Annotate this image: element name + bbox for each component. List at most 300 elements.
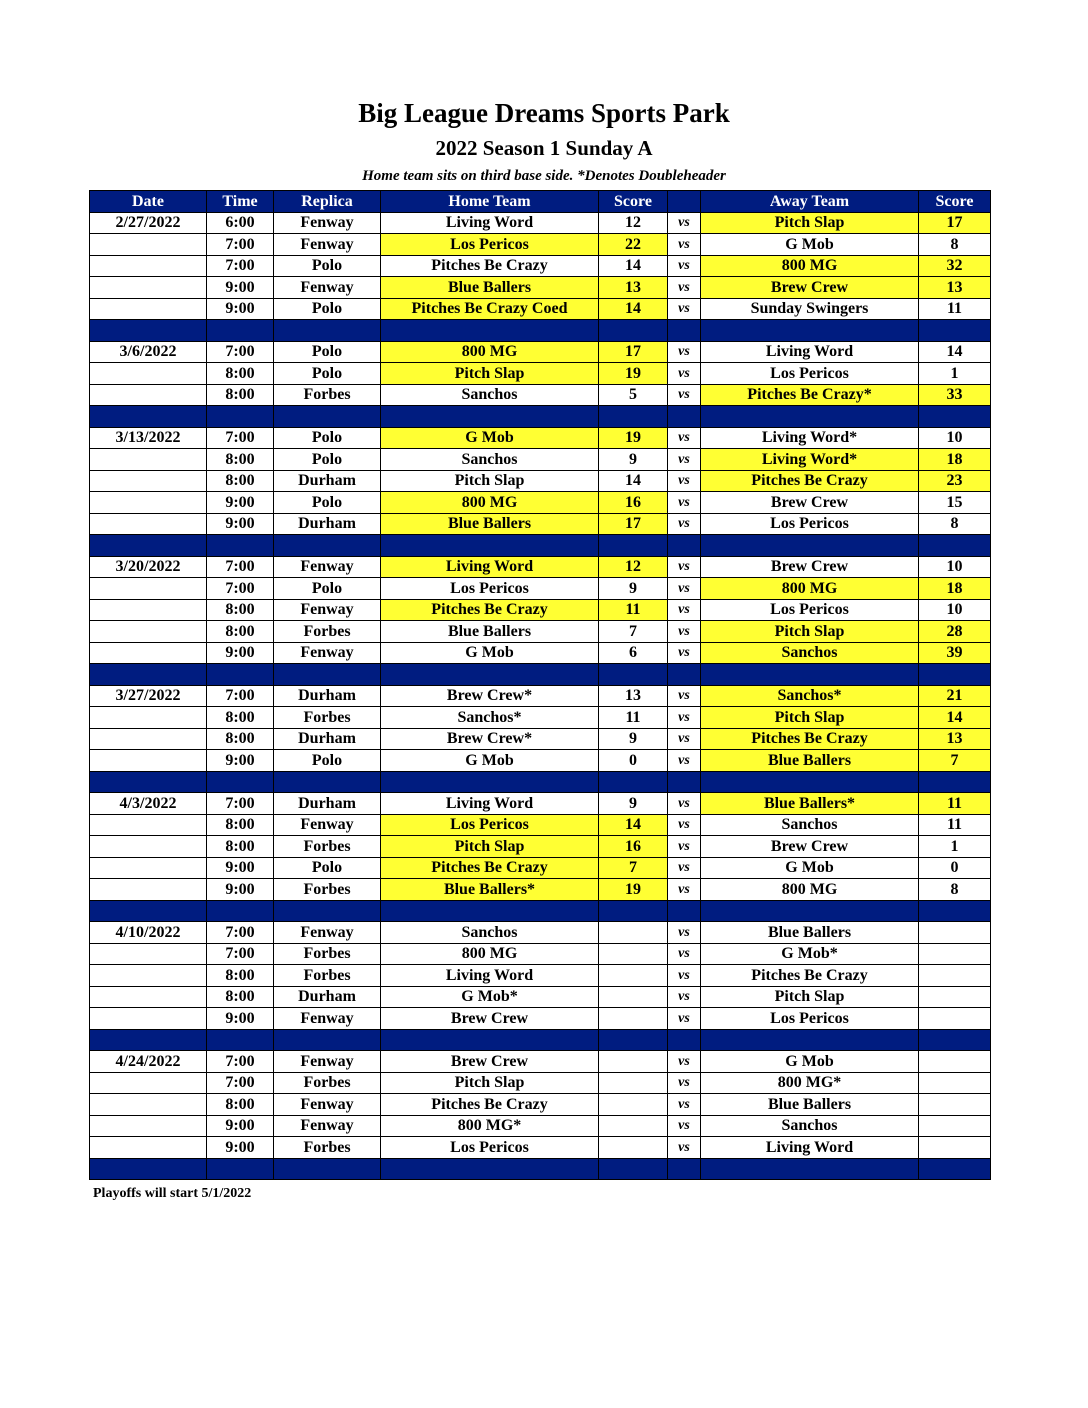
table-row bbox=[90, 685, 991, 707]
vs-cell: vs bbox=[668, 685, 701, 707]
replica-cell: Fenway bbox=[274, 234, 381, 256]
separator-cell bbox=[381, 320, 599, 342]
away-score-cell: 13 bbox=[919, 728, 991, 750]
group-separator-row bbox=[90, 1029, 991, 1051]
separator-cell bbox=[381, 535, 599, 557]
group-separator-row bbox=[90, 771, 991, 793]
home-score-cell: 12 bbox=[599, 212, 668, 234]
away-score-cell: 21 bbox=[919, 685, 991, 707]
replica-cell: Forbes bbox=[274, 879, 381, 901]
home-score-cell bbox=[599, 1094, 668, 1116]
vs-cell: vs bbox=[668, 943, 701, 965]
away-team-cell: Blue Ballers bbox=[701, 922, 919, 944]
vs-cell: vs bbox=[668, 621, 701, 643]
separator-cell bbox=[599, 900, 668, 922]
home-team-cell: Los Pericos bbox=[381, 1137, 599, 1159]
date-cell bbox=[90, 879, 207, 901]
away-team-cell: Living Word bbox=[701, 341, 919, 363]
home-score-cell: 16 bbox=[599, 492, 668, 514]
home-team-cell: Brew Crew* bbox=[381, 685, 599, 707]
table-row bbox=[90, 277, 991, 299]
home-team-cell: Pitches Be Crazy bbox=[381, 857, 599, 879]
time-cell: 8:00 bbox=[207, 707, 274, 729]
time-cell: 8:00 bbox=[207, 621, 274, 643]
home-team-cell: Blue Ballers bbox=[381, 277, 599, 299]
vs-cell: vs bbox=[668, 341, 701, 363]
vs-cell: vs bbox=[668, 836, 701, 858]
replica-cell: Durham bbox=[274, 685, 381, 707]
home-team-cell: Los Pericos bbox=[381, 814, 599, 836]
separator-cell bbox=[668, 900, 701, 922]
separator-cell bbox=[90, 406, 207, 428]
home-score-cell: 7 bbox=[599, 857, 668, 879]
replica-cell: Polo bbox=[274, 449, 381, 471]
time-cell: 7:00 bbox=[207, 578, 274, 600]
away-team-cell: Sanchos bbox=[701, 642, 919, 664]
column-header-home-score: Score bbox=[599, 191, 668, 213]
home-score-cell: 0 bbox=[599, 750, 668, 772]
table-row bbox=[90, 922, 991, 944]
away-score-cell: 33 bbox=[919, 384, 991, 406]
separator-cell bbox=[90, 1029, 207, 1051]
away-team-cell: G Mob bbox=[701, 234, 919, 256]
time-cell: 8:00 bbox=[207, 363, 274, 385]
away-score-cell bbox=[919, 1072, 991, 1094]
away-score-cell bbox=[919, 1115, 991, 1137]
table-row bbox=[90, 1115, 991, 1137]
home-score-cell bbox=[599, 1051, 668, 1073]
time-cell: 6:00 bbox=[207, 212, 274, 234]
away-score-cell: 11 bbox=[919, 793, 991, 815]
away-score-cell bbox=[919, 922, 991, 944]
time-cell: 9:00 bbox=[207, 298, 274, 320]
home-score-cell bbox=[599, 1115, 668, 1137]
away-team-cell: G Mob bbox=[701, 857, 919, 879]
away-team-cell: Living Word* bbox=[701, 449, 919, 471]
replica-cell: Forbes bbox=[274, 384, 381, 406]
home-team-cell: 800 MG bbox=[381, 341, 599, 363]
date-cell: 3/13/2022 bbox=[90, 427, 207, 449]
table-row bbox=[90, 965, 991, 987]
time-cell: 8:00 bbox=[207, 836, 274, 858]
away-score-cell: 17 bbox=[919, 212, 991, 234]
separator-cell bbox=[599, 406, 668, 428]
separator-cell bbox=[599, 535, 668, 557]
table-row bbox=[90, 255, 991, 277]
time-cell: 7:00 bbox=[207, 234, 274, 256]
home-team-cell: Los Pericos bbox=[381, 578, 599, 600]
away-team-cell: Pitch Slap bbox=[701, 986, 919, 1008]
table-row bbox=[90, 298, 991, 320]
date-cell bbox=[90, 1072, 207, 1094]
away-team-cell: Brew Crew bbox=[701, 556, 919, 578]
home-team-cell: Brew Crew* bbox=[381, 728, 599, 750]
separator-cell bbox=[919, 664, 991, 686]
date-cell bbox=[90, 943, 207, 965]
separator-cell bbox=[701, 1029, 919, 1051]
home-team-cell: Blue Ballers bbox=[381, 621, 599, 643]
date-cell bbox=[90, 492, 207, 514]
home-score-cell: 9 bbox=[599, 578, 668, 600]
away-score-cell: 7 bbox=[919, 750, 991, 772]
replica-cell: Forbes bbox=[274, 965, 381, 987]
group-separator-row bbox=[90, 535, 991, 557]
date-cell bbox=[90, 750, 207, 772]
time-cell: 7:00 bbox=[207, 255, 274, 277]
time-cell: 9:00 bbox=[207, 857, 274, 879]
separator-cell bbox=[207, 1158, 274, 1180]
separator-cell bbox=[919, 320, 991, 342]
home-team-cell: 800 MG* bbox=[381, 1115, 599, 1137]
away-team-cell: Pitch Slap bbox=[701, 621, 919, 643]
home-team-cell: Brew Crew bbox=[381, 1051, 599, 1073]
home-team-cell: Living Word bbox=[381, 556, 599, 578]
home-score-cell: 11 bbox=[599, 599, 668, 621]
vs-cell: vs bbox=[668, 857, 701, 879]
replica-cell: Polo bbox=[274, 255, 381, 277]
away-score-cell bbox=[919, 986, 991, 1008]
time-cell: 9:00 bbox=[207, 277, 274, 299]
away-team-cell: G Mob* bbox=[701, 943, 919, 965]
replica-cell: Fenway bbox=[274, 1094, 381, 1116]
home-score-cell: 14 bbox=[599, 298, 668, 320]
away-team-cell: G Mob bbox=[701, 1051, 919, 1073]
time-cell: 8:00 bbox=[207, 599, 274, 621]
separator-cell bbox=[207, 1029, 274, 1051]
replica-cell: Fenway bbox=[274, 1008, 381, 1030]
time-cell: 9:00 bbox=[207, 492, 274, 514]
home-team-cell: G Mob bbox=[381, 750, 599, 772]
time-cell: 7:00 bbox=[207, 922, 274, 944]
home-team-cell: 800 MG bbox=[381, 492, 599, 514]
table-row bbox=[90, 341, 991, 363]
separator-cell bbox=[668, 664, 701, 686]
date-cell bbox=[90, 384, 207, 406]
schedule-table bbox=[89, 190, 991, 1180]
home-score-cell: 19 bbox=[599, 363, 668, 385]
table-row bbox=[90, 1072, 991, 1094]
date-cell bbox=[90, 277, 207, 299]
table-row bbox=[90, 728, 991, 750]
time-cell: 9:00 bbox=[207, 1008, 274, 1030]
column-header-vs bbox=[668, 191, 701, 213]
home-score-cell: 14 bbox=[599, 814, 668, 836]
separator-cell bbox=[919, 535, 991, 557]
time-cell: 7:00 bbox=[207, 793, 274, 815]
separator-cell bbox=[274, 406, 381, 428]
separator-cell bbox=[701, 664, 919, 686]
home-score-cell: 5 bbox=[599, 384, 668, 406]
away-score-cell bbox=[919, 943, 991, 965]
vs-cell: vs bbox=[668, 470, 701, 492]
home-score-cell bbox=[599, 943, 668, 965]
separator-cell bbox=[274, 664, 381, 686]
home-score-cell: 22 bbox=[599, 234, 668, 256]
separator-cell bbox=[274, 1029, 381, 1051]
replica-cell: Forbes bbox=[274, 943, 381, 965]
column-header-home-team: Home Team bbox=[381, 191, 599, 213]
time-cell: 8:00 bbox=[207, 728, 274, 750]
separator-cell bbox=[381, 771, 599, 793]
away-team-cell: Sanchos bbox=[701, 1115, 919, 1137]
group-separator-row bbox=[90, 900, 991, 922]
vs-cell: vs bbox=[668, 513, 701, 535]
home-score-cell: 16 bbox=[599, 836, 668, 858]
separator-cell bbox=[668, 406, 701, 428]
away-score-cell: 11 bbox=[919, 814, 991, 836]
home-team-cell: Pitch Slap bbox=[381, 470, 599, 492]
away-team-cell: Pitch Slap bbox=[701, 212, 919, 234]
home-score-cell: 11 bbox=[599, 707, 668, 729]
table-row bbox=[90, 879, 991, 901]
away-score-cell bbox=[919, 1051, 991, 1073]
away-score-cell: 8 bbox=[919, 879, 991, 901]
separator-cell bbox=[381, 900, 599, 922]
page-title: Big League Dreams Sports Park bbox=[358, 98, 730, 128]
replica-cell: Fenway bbox=[274, 599, 381, 621]
time-cell: 8:00 bbox=[207, 814, 274, 836]
vs-cell: vs bbox=[668, 1094, 701, 1116]
date-cell: 3/27/2022 bbox=[90, 685, 207, 707]
away-score-cell: 14 bbox=[919, 341, 991, 363]
home-team-cell: Sanchos bbox=[381, 922, 599, 944]
away-team-cell: Brew Crew bbox=[701, 277, 919, 299]
vs-cell: vs bbox=[668, 642, 701, 664]
away-team-cell: Los Pericos bbox=[701, 513, 919, 535]
separator-cell bbox=[599, 664, 668, 686]
table-row bbox=[90, 513, 991, 535]
time-cell: 7:00 bbox=[207, 427, 274, 449]
away-team-cell: Sanchos* bbox=[701, 685, 919, 707]
date-cell bbox=[90, 965, 207, 987]
group-separator-row bbox=[90, 406, 991, 428]
replica-cell: Forbes bbox=[274, 1072, 381, 1094]
separator-cell bbox=[919, 1158, 991, 1180]
table-row bbox=[90, 384, 991, 406]
separator-cell bbox=[207, 406, 274, 428]
table-row bbox=[90, 470, 991, 492]
separator-cell bbox=[919, 771, 991, 793]
vs-cell: vs bbox=[668, 578, 701, 600]
away-team-cell: Living Word* bbox=[701, 427, 919, 449]
vs-cell: vs bbox=[668, 427, 701, 449]
replica-cell: Forbes bbox=[274, 707, 381, 729]
home-score-cell: 19 bbox=[599, 427, 668, 449]
away-score-cell bbox=[919, 965, 991, 987]
away-score-cell: 18 bbox=[919, 449, 991, 471]
vs-cell: vs bbox=[668, 599, 701, 621]
date-cell bbox=[90, 986, 207, 1008]
time-cell: 9:00 bbox=[207, 750, 274, 772]
away-team-cell: Blue Ballers bbox=[701, 750, 919, 772]
date-cell bbox=[90, 1008, 207, 1030]
away-score-cell: 10 bbox=[919, 556, 991, 578]
separator-cell bbox=[599, 771, 668, 793]
playoffs-footnote: Playoffs will start 5/1/2022 bbox=[93, 1186, 252, 1201]
replica-cell: Polo bbox=[274, 492, 381, 514]
vs-cell: vs bbox=[668, 922, 701, 944]
group-separator-row bbox=[90, 664, 991, 686]
date-cell bbox=[90, 578, 207, 600]
table-row bbox=[90, 599, 991, 621]
vs-cell: vs bbox=[668, 277, 701, 299]
away-score-cell: 11 bbox=[919, 298, 991, 320]
vs-cell: vs bbox=[668, 750, 701, 772]
separator-cell bbox=[90, 535, 207, 557]
vs-cell: vs bbox=[668, 234, 701, 256]
replica-cell: Fenway bbox=[274, 1051, 381, 1073]
away-score-cell: 14 bbox=[919, 707, 991, 729]
separator-cell bbox=[207, 771, 274, 793]
time-cell: 7:00 bbox=[207, 1072, 274, 1094]
vs-cell: vs bbox=[668, 363, 701, 385]
vs-cell: vs bbox=[668, 986, 701, 1008]
separator-cell bbox=[701, 771, 919, 793]
home-score-cell: 13 bbox=[599, 277, 668, 299]
replica-cell: Forbes bbox=[274, 621, 381, 643]
date-cell bbox=[90, 621, 207, 643]
time-cell: 8:00 bbox=[207, 384, 274, 406]
home-score-cell: 14 bbox=[599, 470, 668, 492]
vs-cell: vs bbox=[668, 255, 701, 277]
replica-cell: Fenway bbox=[274, 556, 381, 578]
home-team-cell: G Mob bbox=[381, 427, 599, 449]
home-score-cell: 6 bbox=[599, 642, 668, 664]
home-score-cell: 17 bbox=[599, 341, 668, 363]
separator-cell bbox=[701, 1158, 919, 1180]
home-score-cell bbox=[599, 986, 668, 1008]
separator-cell bbox=[90, 771, 207, 793]
home-score-cell: 13 bbox=[599, 685, 668, 707]
away-score-cell bbox=[919, 1094, 991, 1116]
table-row bbox=[90, 363, 991, 385]
away-team-cell: Blue Ballers* bbox=[701, 793, 919, 815]
vs-cell: vs bbox=[668, 1008, 701, 1030]
date-cell bbox=[90, 255, 207, 277]
separator-cell bbox=[668, 1029, 701, 1051]
replica-cell: Durham bbox=[274, 986, 381, 1008]
column-header-time: Time bbox=[207, 191, 274, 213]
home-score-cell: 19 bbox=[599, 879, 668, 901]
replica-cell: Durham bbox=[274, 793, 381, 815]
table-row bbox=[90, 427, 991, 449]
separator-cell bbox=[599, 320, 668, 342]
column-header-away-team: Away Team bbox=[701, 191, 919, 213]
home-score-cell: 9 bbox=[599, 793, 668, 815]
time-cell: 7:00 bbox=[207, 341, 274, 363]
away-score-cell: 0 bbox=[919, 857, 991, 879]
away-score-cell bbox=[919, 1137, 991, 1159]
column-header-away-score: Score bbox=[919, 191, 991, 213]
away-team-cell: Blue Ballers bbox=[701, 1094, 919, 1116]
time-cell: 8:00 bbox=[207, 449, 274, 471]
vs-cell: vs bbox=[668, 879, 701, 901]
separator-cell bbox=[90, 900, 207, 922]
away-score-cell: 18 bbox=[919, 578, 991, 600]
page-subtitle: 2022 Season 1 Sunday A bbox=[435, 136, 653, 160]
home-score-cell: 9 bbox=[599, 728, 668, 750]
replica-cell: Fenway bbox=[274, 1115, 381, 1137]
separator-cell bbox=[919, 900, 991, 922]
home-team-cell: G Mob* bbox=[381, 986, 599, 1008]
date-cell: 3/20/2022 bbox=[90, 556, 207, 578]
date-cell bbox=[90, 234, 207, 256]
home-score-cell: 17 bbox=[599, 513, 668, 535]
home-team-cell: Pitches Be Crazy bbox=[381, 599, 599, 621]
table-row bbox=[90, 492, 991, 514]
home-score-cell: 12 bbox=[599, 556, 668, 578]
time-cell: 9:00 bbox=[207, 879, 274, 901]
home-team-cell: Brew Crew bbox=[381, 1008, 599, 1030]
time-cell: 8:00 bbox=[207, 1094, 274, 1116]
separator-cell bbox=[599, 1029, 668, 1051]
replica-cell: Fenway bbox=[274, 922, 381, 944]
away-score-cell: 1 bbox=[919, 363, 991, 385]
date-cell bbox=[90, 814, 207, 836]
table-row bbox=[90, 578, 991, 600]
vs-cell: vs bbox=[668, 449, 701, 471]
table-row bbox=[90, 1094, 991, 1116]
home-score-cell bbox=[599, 965, 668, 987]
table-header-row bbox=[90, 191, 991, 213]
away-score-cell: 10 bbox=[919, 427, 991, 449]
separator-cell bbox=[274, 535, 381, 557]
replica-cell: Fenway bbox=[274, 642, 381, 664]
table-row bbox=[90, 857, 991, 879]
away-team-cell: Pitch Slap bbox=[701, 707, 919, 729]
replica-cell: Forbes bbox=[274, 1137, 381, 1159]
separator-cell bbox=[274, 900, 381, 922]
vs-cell: vs bbox=[668, 384, 701, 406]
date-cell: 4/10/2022 bbox=[90, 922, 207, 944]
separator-cell bbox=[668, 535, 701, 557]
separator-cell bbox=[274, 771, 381, 793]
time-cell: 8:00 bbox=[207, 470, 274, 492]
away-team-cell: 800 MG bbox=[701, 879, 919, 901]
away-score-cell: 23 bbox=[919, 470, 991, 492]
time-cell: 8:00 bbox=[207, 986, 274, 1008]
home-team-cell: Pitch Slap bbox=[381, 1072, 599, 1094]
time-cell: 7:00 bbox=[207, 556, 274, 578]
replica-cell: Polo bbox=[274, 363, 381, 385]
date-cell bbox=[90, 836, 207, 858]
separator-cell bbox=[701, 900, 919, 922]
date-cell bbox=[90, 857, 207, 879]
table-row bbox=[90, 642, 991, 664]
separator-cell bbox=[90, 320, 207, 342]
away-team-cell: Brew Crew bbox=[701, 492, 919, 514]
home-score-cell bbox=[599, 922, 668, 944]
replica-cell: Durham bbox=[274, 728, 381, 750]
date-cell bbox=[90, 728, 207, 750]
home-team-cell: Pitch Slap bbox=[381, 836, 599, 858]
date-cell bbox=[90, 1094, 207, 1116]
replica-cell: Forbes bbox=[274, 836, 381, 858]
date-cell bbox=[90, 363, 207, 385]
separator-cell bbox=[274, 320, 381, 342]
replica-cell: Polo bbox=[274, 427, 381, 449]
home-score-cell: 7 bbox=[599, 621, 668, 643]
replica-cell: Fenway bbox=[274, 277, 381, 299]
home-team-cell: 800 MG bbox=[381, 943, 599, 965]
group-separator-row bbox=[90, 320, 991, 342]
away-team-cell: Sanchos bbox=[701, 814, 919, 836]
away-team-cell: Los Pericos bbox=[701, 1008, 919, 1030]
away-team-cell: Pitches Be Crazy* bbox=[701, 384, 919, 406]
away-score-cell: 1 bbox=[919, 836, 991, 858]
replica-cell: Polo bbox=[274, 298, 381, 320]
table-row bbox=[90, 707, 991, 729]
